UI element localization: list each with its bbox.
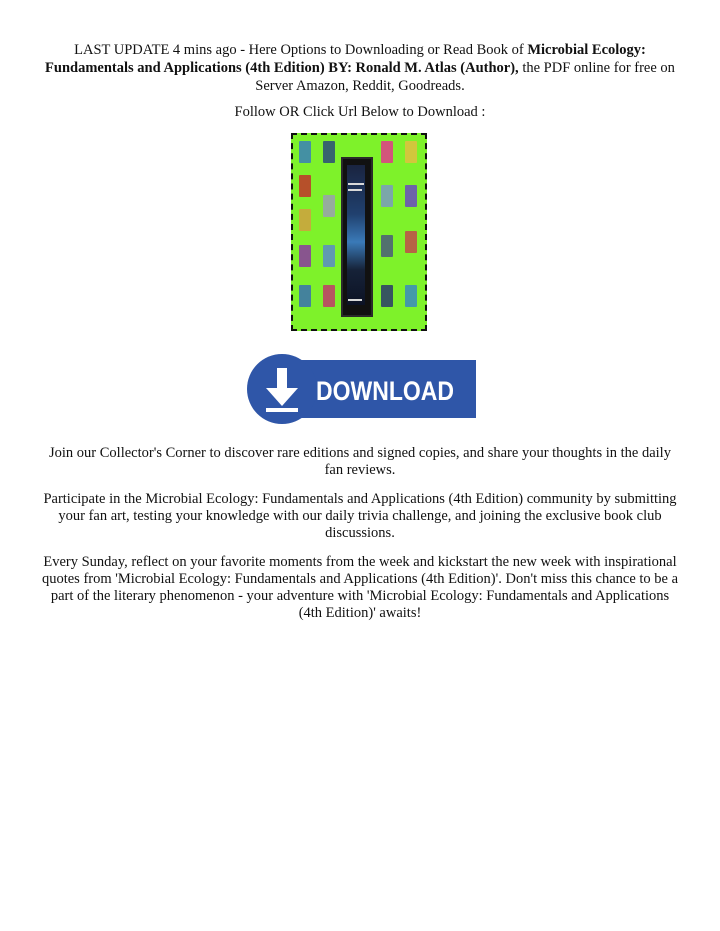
intro-prefix: LAST UPDATE 4 mins ago - Here Options to Downloading or Read Book of (74, 42, 528, 58)
follow-instruction: Follow OR Click Url Below to Download : (234, 104, 486, 120)
cover-thumbnail (381, 141, 393, 163)
cover-thumbnail (299, 245, 311, 267)
book-title: Microbial Ecology: Fundamentals and Applications (4th Edition) (45, 42, 646, 76)
book-author: BY: Ronald M. Atlas (Author), (324, 60, 519, 76)
cover-thumbnail (323, 195, 335, 217)
collectors-corner-paragraph: Join our Collector's Corner to discover rare editions and signed copies, and share your thoughts in the daily fan reviews. (49, 445, 671, 478)
cover-thumbnail (299, 209, 311, 231)
cover-thumbnail (381, 185, 393, 207)
cover-thumbnail (323, 141, 335, 163)
download-button[interactable] (246, 354, 478, 424)
sunday-paragraph: Every Sunday, reflect on your favorite moments from the week and kickstart the new week with inspirational quotes from 'Microbial Ecology: Fundamentals and Applications (4th Edition)'. Don't miss this chance to be a part of the literary phenomenon - your adventure with 'Microbial Ecology: Fundamentals and Applications (4th Edition)' awaits! (41, 554, 679, 621)
cover-thumbnail (323, 245, 335, 267)
intro-suffix: the PDF online for free on Server Amazon, Reddit, Goodreads. (255, 60, 675, 94)
cover-thumbnail (299, 175, 311, 197)
cover-thumbnail (299, 141, 311, 163)
cover-title-mark (348, 183, 364, 185)
cover-thumbnail (405, 185, 417, 207)
community-paragraph: Participate in the Microbial Ecology: Fundamentals and Applications (4th Edition) community by submitting your fan art, testing your knowledge with our daily trivia challenge, and joining the exclusive book club discussions. (43, 491, 677, 541)
cover-author-mark (348, 299, 362, 301)
cover-thumbnail (299, 285, 311, 307)
cover-thumbnail (405, 231, 417, 253)
cover-thumbnail (405, 141, 417, 163)
cover-thumbnail (405, 285, 417, 307)
cover-thumbnail (381, 235, 393, 257)
cover-thumbnail (323, 285, 335, 307)
intro-paragraph (40, 41, 680, 95)
book-cover (341, 157, 373, 317)
book-cover-image[interactable] (291, 133, 427, 331)
book-cover-art (347, 165, 365, 305)
cover-title-mark (348, 189, 362, 191)
download-label: DOWNLOAD (316, 376, 454, 406)
cover-thumbnail (381, 285, 393, 307)
